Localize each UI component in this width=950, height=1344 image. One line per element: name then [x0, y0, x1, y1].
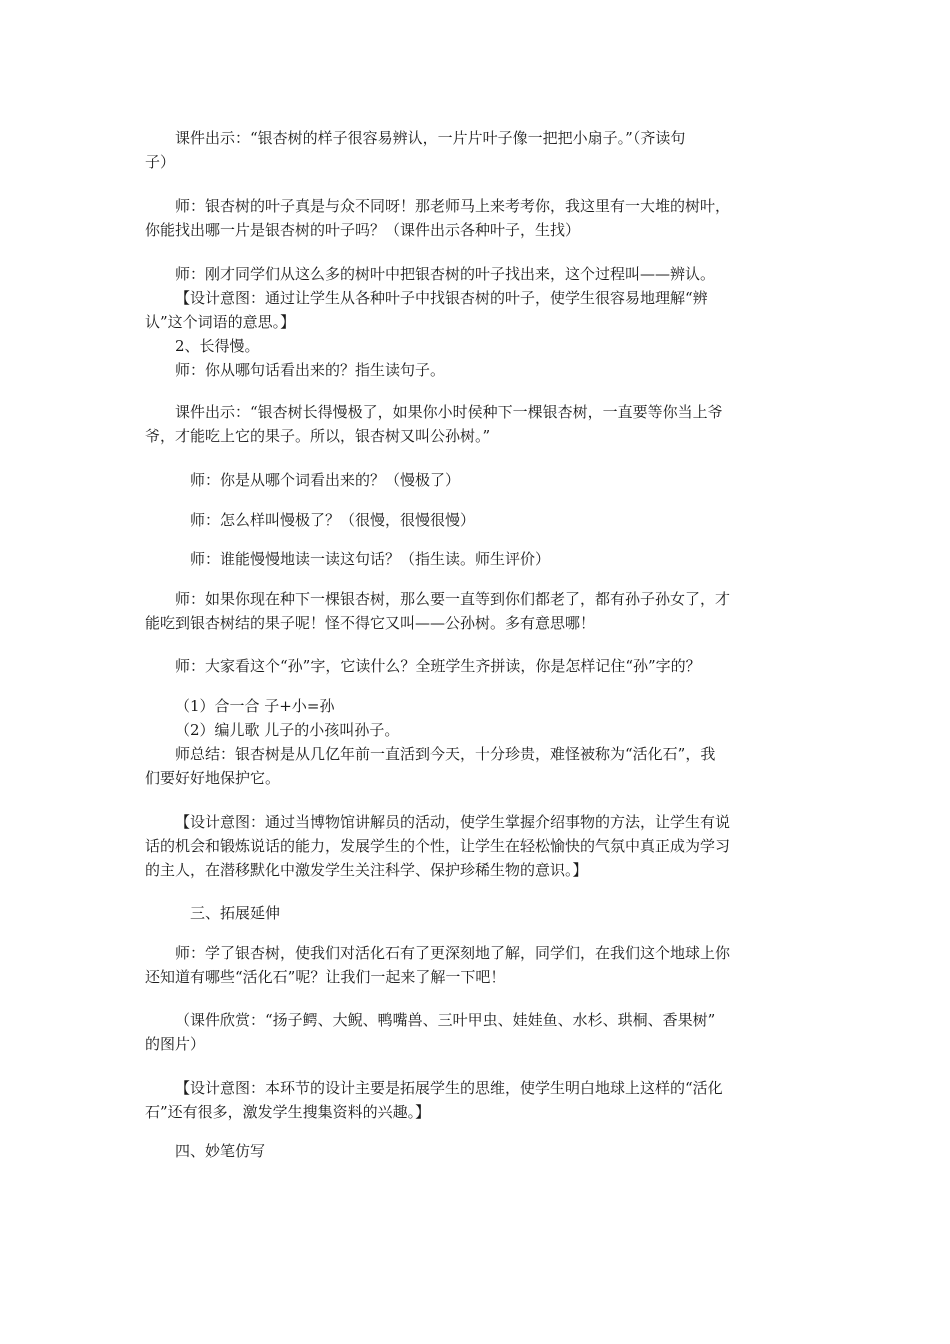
design-intent-3 [145, 1076, 805, 1124]
text-line: 师：学了银杏树，使我们对活化石有了更深刻地了解，同学们，在我们这个地球上你 [175, 944, 731, 962]
section-heading [145, 1139, 805, 1163]
text-line: 的主人，在潜移默化中激发学生关注科学、保护珍稀生物的意识。】 [145, 861, 588, 879]
paragraph-4 [145, 358, 805, 382]
list-item-2 [145, 718, 805, 742]
paragraph-10 [145, 654, 805, 678]
text-line: 子） [145, 153, 176, 171]
text-line: 2、长得慢。 [175, 337, 260, 355]
text-line: 四、妙笔仿写 [175, 1142, 266, 1160]
paragraph-6 [145, 468, 805, 492]
text-line: 师：刚才同学们从这么多的树叶中把银杏树的叶子找出来，这个过程叫——辨认。 [175, 265, 716, 283]
text-line: 们要好好地保护它。 [145, 769, 281, 787]
text-line: 能吃到银杏树结的果子呢！怪不得它又叫——公孙树。多有意思哪！ [145, 614, 596, 632]
text-line: 三、拓展延伸 [190, 904, 281, 922]
text-line: 的图片） [145, 1035, 206, 1053]
paragraph-8 [145, 547, 805, 571]
text-line: 石”还有很多，激发学生搜集资料的兴趣。】 [145, 1103, 431, 1121]
design-intent-2 [145, 810, 805, 882]
text-line: 你能找出哪一片是银杏树的叶子吗？（课件出示各种叶子，生找） [145, 221, 581, 239]
text-line: 师：谁能慢慢地读一读这句话？（指生读。师生评价） [190, 550, 551, 568]
text-line: （课件欣赏：“扬子鳄、大鲵、鸭嘴兽、三叶甲虫、娃娃鱼、水杉、珙桐、香果树” [175, 1011, 716, 1029]
paragraph-12 [145, 941, 805, 989]
paragraph-13 [145, 1008, 805, 1056]
paragraph-1 [145, 126, 805, 174]
section-heading [145, 334, 805, 358]
text-line: 师：银杏树的叶子真是与众不同呀！那老师马上来考考你，我这里有一大堆的树叶， [175, 197, 731, 215]
text-line: 认”这个词语的意思。】 [145, 313, 296, 331]
text-line: 师：大家看这个“孙”字，它读什么？全班学生齐拼读，你是怎样记住“孙”字的？ [175, 657, 701, 675]
text-line: 师：你从哪句话看出来的？指生读句子。 [175, 361, 446, 379]
paragraph-11 [145, 742, 805, 790]
design-intent-1 [145, 286, 805, 334]
text-line: （1）合一合 子+小=孙 [175, 697, 335, 715]
text-line: 话的机会和锻炼说话的能力，发展学生的个性，让学生在轻松愉快的气氛中真正成为学习 [145, 837, 731, 855]
paragraph-3 [145, 262, 805, 286]
list-item-1 [145, 694, 805, 718]
text-line: 课件出示：“银杏树的样子很容易辨认，一片片叶子像一把把小扇子。”（齐读句 [175, 129, 686, 147]
text-line: 【设计意图：本环节的设计主要是拓展学生的思维，使学生明白地球上这样的“活化 [175, 1079, 723, 1097]
text-line: 爷，才能吃上它的果子。所以，银杏树又叫公孙树。” [145, 427, 491, 445]
text-line: 师：怎么样叫慢极了？（很慢，很慢很慢） [190, 511, 476, 529]
text-line: 【设计意图：通过当博物馆讲解员的活动，使学生掌握介绍事物的方法，让学生有说 [175, 813, 731, 831]
paragraph-7 [145, 508, 805, 532]
text-line: （2）编儿歌 儿子的小孩叫孙子。 [175, 721, 400, 739]
paragraph-2 [145, 194, 805, 242]
text-line: 【设计意图：通过让学生从各种叶子中找银杏树的叶子，使学生很容易地理解“辨 [175, 289, 708, 307]
text-line: 师总结：银杏树是从几亿年前一直活到今天，十分珍贵，难怪被称为“活化石”，我 [175, 745, 716, 763]
paragraph-5 [145, 400, 805, 448]
paragraph-9 [145, 587, 805, 635]
text-line: 师：你是从哪个词看出来的？（慢极了） [190, 471, 461, 489]
section-heading [145, 901, 805, 925]
text-line: 还知道有哪些“活化石”呢？让我们一起来了解一下吧！ [145, 968, 506, 986]
text-line: 课件出示：“银杏树长得慢极了，如果你小时侯种下一棵银杏树，一直要等你当上爷 [175, 403, 723, 421]
text-line: 师：如果你现在种下一棵银杏树，那么要一直等到你们都老了，都有孙子孙女了，才 [175, 590, 731, 608]
